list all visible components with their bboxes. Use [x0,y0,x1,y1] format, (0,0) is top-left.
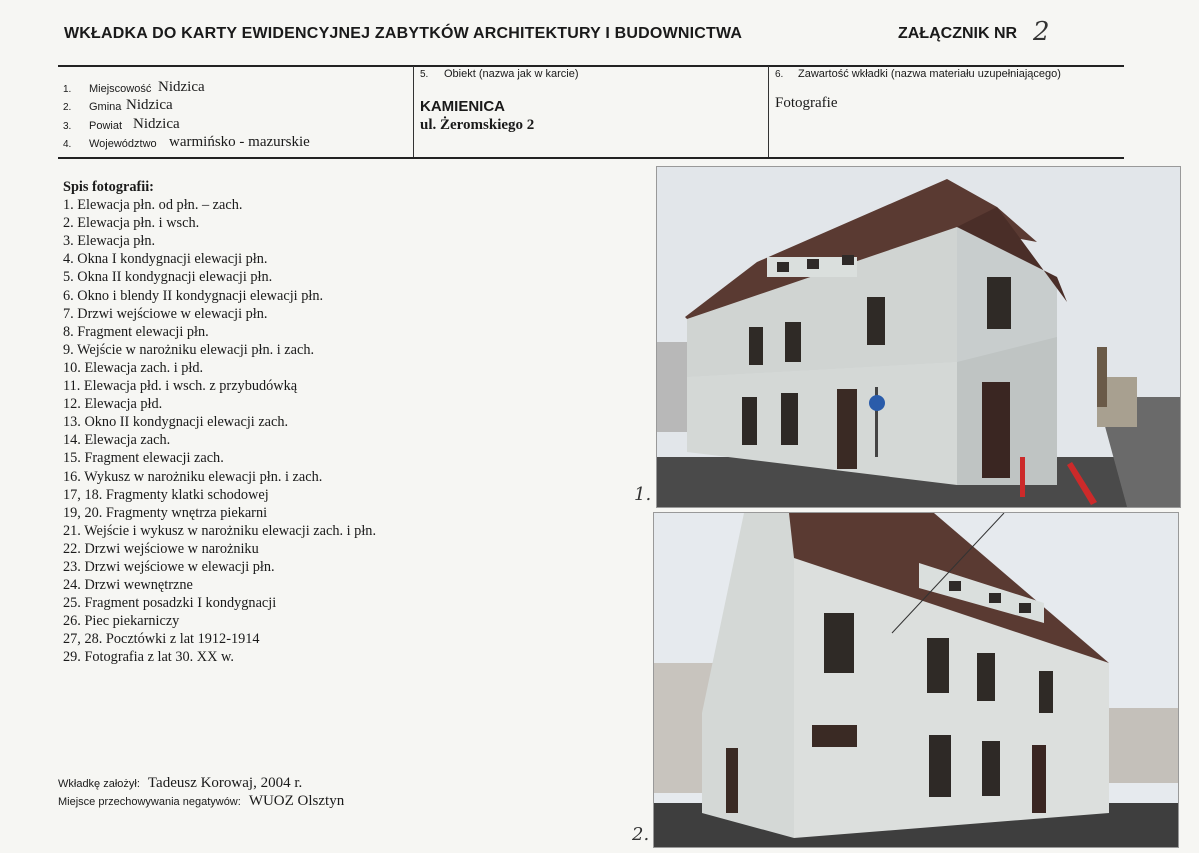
photo-list-heading: Spis fotografii: [63,179,154,195]
content-value: Fotografie [775,95,838,111]
object-number: 5. [420,69,429,80]
list-item: 11. Elewacja płd. i wsch. z przybudówką [63,378,298,395]
storage-label: Miejsce przechowywania negatywów: [58,796,241,808]
list-item: 17, 18. Fragmenty klatki schodowej [63,486,269,503]
form-bottom-rule [58,157,1124,159]
list-item: 14. Elewacja zach. [63,432,171,449]
field-value-locality: Nidzica [158,79,205,95]
list-item: 6. Okno i blendy II kondygnacji elewacji płn. [63,287,324,304]
field-value-county: Nidzica [133,116,180,132]
field-value-voivodeship: warmińsko - mazurskie [169,134,310,150]
list-item: 7. Drzwi wejściowe w elewacji płn. [63,305,268,322]
form-divider-2 [768,66,769,157]
list-item: 9. Wejście w narożniku elewacji płn. i zach. [63,341,315,358]
author-row [58,775,302,792]
list-item: 10. Elewacja zach. i płd. [63,359,204,376]
field-number-locality: 1. [63,84,72,95]
storage-row [58,793,344,810]
photo-1-image [657,167,1180,507]
list-item: 27, 28. Pocztówki z lat 1912-1914 [63,631,260,648]
field-label-voivodeship: Województwo [89,138,157,150]
annex-label: ZAŁĄCZNIK NR [898,25,1018,42]
list-item: 19, 20. Fragmenty wnętrza piekarni [63,504,268,521]
author-label: Wkładkę założył: [58,778,140,790]
list-item: 2. Elewacja płn. i wsch. [63,215,200,232]
content-number: 6. [775,69,784,80]
field-number-county: 3. [63,121,72,132]
list-item: 3. Elewacja płn. [63,233,156,250]
list-item: 24. Drzwi wewnętrzne [63,577,193,594]
object-label: Obiekt (nazwa jak w karcie) [444,68,579,80]
field-number-voivodeship: 4. [63,139,72,150]
field-label-county: Powiat [89,120,123,132]
list-item: 13. Okno II kondygnacji elewacji zach. [63,414,289,431]
field-label-commune: Gmina [89,101,122,113]
list-item: 5. Okna II kondygnacji elewacji płn. [63,269,273,286]
list-item: 22. Drzwi wejściowe w narożniku [63,540,259,557]
photo-list [63,178,376,667]
author-value: Tadeusz Korowaj, 2004 r. [147,775,303,791]
form-divider-1 [413,66,414,157]
document-title: WKŁADKA DO KARTY EWIDENCYJNEJ ZABYTKÓW ARCHITEKTURY I BUDOWNICTWA [64,25,743,42]
list-item: 16. Wykusz w narożniku elewacji płn. i zach. [63,468,323,485]
photo-2-number: 2. [632,824,650,845]
object-name: KAMIENICA [420,98,505,115]
list-item: 21. Wejście i wykusz w narożniku elewacji zach. i płn. [63,522,377,539]
list-item: 15. Fragment elewacji zach. [63,450,224,467]
list-item: 1. Elewacja płn. od płn. – zach. [63,197,243,214]
list-item: 8. Fragment elewacji płn. [63,323,209,340]
annex-number: 2 [1033,17,1050,47]
photo-1-number: 1. [634,484,652,505]
field-number-commune: 2. [63,102,72,113]
list-item: 23. Drzwi wejściowe w elewacji płn. [63,558,275,575]
photo-1 [656,166,1181,508]
list-item: 25. Fragment posadzki I kondygnacji [63,595,277,612]
form-top-rule [58,65,1124,67]
list-item: 26. Piec piekarniczy [63,613,180,630]
object-address: ul. Żeromskiego 2 [420,117,535,133]
list-item: 4. Okna I kondygnacji elewacji płn. [63,251,268,268]
field-label-locality: Miejscowość [89,83,152,95]
list-item: 29. Fotografia z lat 30. XX w. [63,649,234,666]
list-item: 12. Elewacja płd. [63,396,163,413]
photo-2-image [654,513,1178,847]
storage-value: WUOZ Olsztyn [248,793,345,809]
field-value-commune: Nidzica [126,97,173,113]
content-label: Zawartość wkładki (nazwa materiału uzupełniającego) [798,68,1061,80]
photo-2 [653,512,1179,848]
